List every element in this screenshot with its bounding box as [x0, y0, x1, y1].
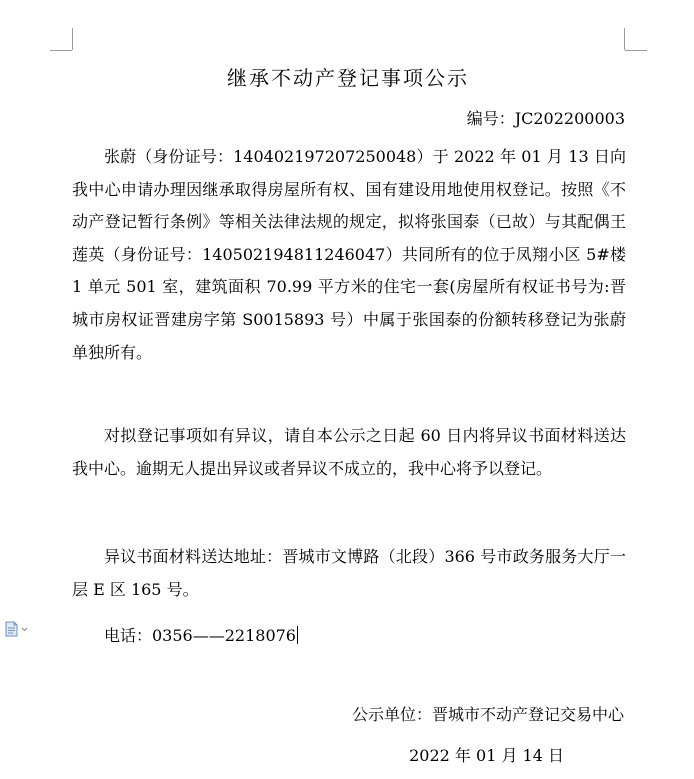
paragraph-objection[interactable]: 对拟登记事项如有异议，请自本公示之日起 60 日内将异议书面材料送达我中心。逾期无人提出异议或者异议不成立的，我中心将予以登记。 [72, 426, 626, 478]
crop-mark-top-left-horizontal [50, 50, 72, 51]
document-number: 编号：JC202200003 [466, 109, 625, 128]
phone-text: 电话：0356——2218076 [104, 626, 296, 645]
paragraph-announcement[interactable]: 张蔚（身份证号：140402197207250048）于 2022 年 01 月 13 日向我中心申请办理因继承取得房屋所有权、国有建设用地使用权登记。按照《不动产登记暂行条例》等相关法律法规的规定，拟将张国泰（已故）与其配偶王莲英（身份证号：140502194811246047）共同所有的位于凤翔小区 5#楼 1 单元 501 室，建筑面积 70.99 平方米的住宅一套(房屋所有权证书号为:晋城市房权证晋建房字第 S0015893 号）中属于张国泰的份额转移登记为张蔚单独所有。 [72, 147, 626, 362]
document-layout-icon-graphic [4, 620, 30, 638]
crop-mark-top-left-vertical [72, 28, 73, 50]
text-cursor [297, 626, 298, 644]
paragraph-phone[interactable] [72, 620, 626, 653]
document-layout-icon[interactable] [4, 620, 30, 638]
signature-unit: 公示单位：晋城市不动产登记交易中心 [351, 705, 624, 724]
crop-mark-top-right-horizontal [625, 50, 647, 51]
signature-date: 2022 年 01 月 14 日 [409, 746, 564, 765]
paragraph-address[interactable]: 异议书面材料送达地址：晋城市文博路（北段）366 号市政务服务大厅一层 E 区 165 号。 [72, 547, 626, 599]
document-title: 继承不动产登记事项公示 [227, 66, 469, 90]
crop-mark-top-right-vertical [624, 28, 625, 50]
